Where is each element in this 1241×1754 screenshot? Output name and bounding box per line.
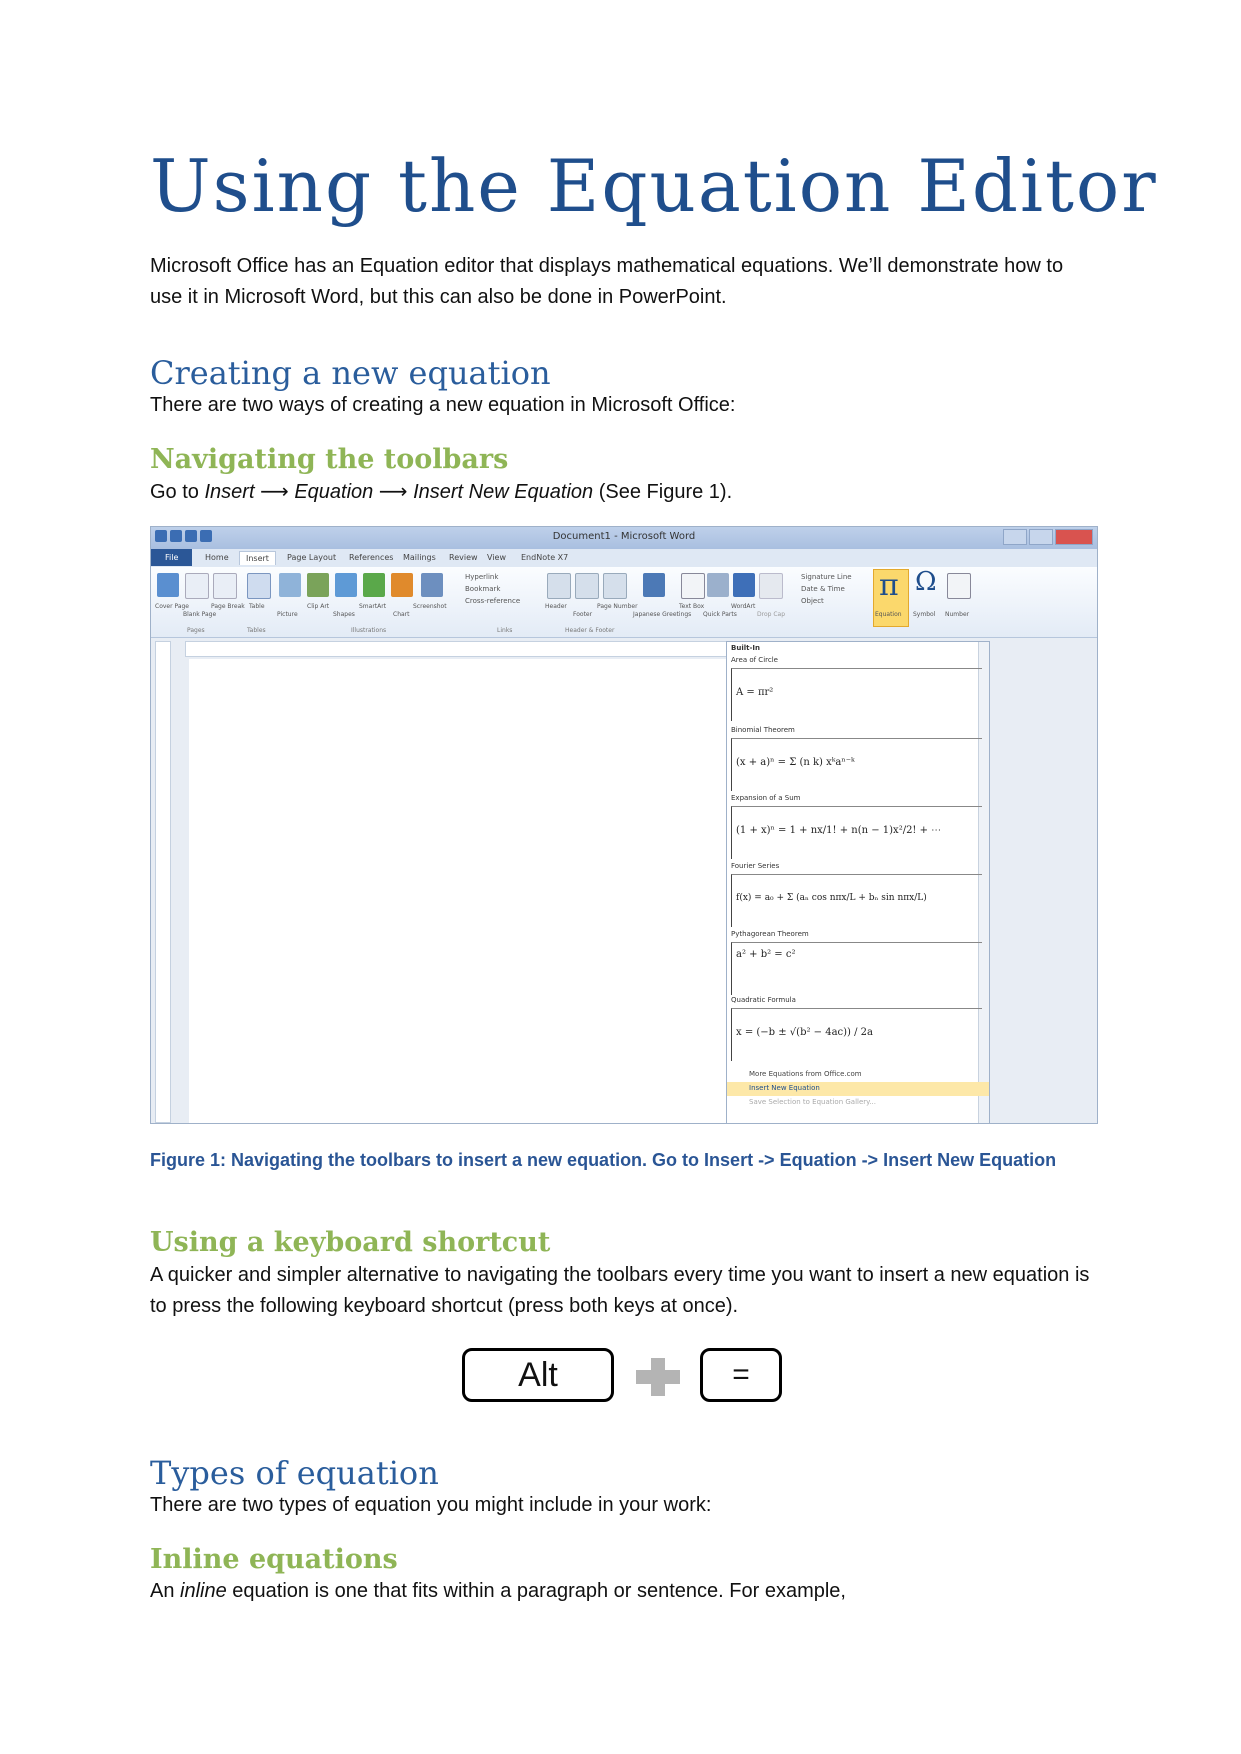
tab-mailings[interactable]: Mailings <box>403 553 436 562</box>
equals-key: = <box>700 1348 782 1402</box>
ribbon-label: Cover Page <box>155 603 190 610</box>
gallery-equation-quadratic[interactable] <box>731 1008 982 1061</box>
alt-key: Alt <box>462 1348 614 1402</box>
arrow-2: ⟶ <box>373 481 414 503</box>
ribbon-label: Symbol <box>913 611 936 618</box>
date-time-link[interactable]: Date & Time <box>801 585 845 593</box>
gallery-item-label: Area of Circle <box>731 656 778 664</box>
japanese-greetings-icon[interactable] <box>643 573 665 597</box>
toolbars-paragraph <box>150 477 1095 508</box>
vertical-ruler[interactable] <box>155 641 171 1123</box>
ribbon-label: Quick Parts <box>703 611 737 618</box>
tab-page-layout[interactable]: Page Layout <box>287 553 337 562</box>
gallery-equation-area-of-circle[interactable] <box>731 668 982 721</box>
page-number-icon[interactable] <box>603 573 627 599</box>
insert-ribbon <box>151 567 1097 638</box>
keyboard-paragraph: A quicker and simpler alternative to navigating the toolbars every time you want to insert a new equation is to press the following keyboard shortcut (press both keys at once). <box>150 1264 1090 1317</box>
path-equation: Equation <box>294 481 374 503</box>
gallery-header: Built-In <box>731 644 760 652</box>
gallery-equation-binomial[interactable] <box>731 738 982 791</box>
screenshot-icon[interactable] <box>421 573 443 597</box>
table-icon[interactable] <box>247 573 271 599</box>
ribbon-label: Chart <box>393 611 410 618</box>
omega-icon[interactable]: Ω <box>915 567 937 597</box>
gallery-item-label: Quadratic Formula <box>731 996 796 1004</box>
drop-cap-icon[interactable] <box>759 573 783 599</box>
ribbon-label: Clip Art <box>307 603 330 610</box>
page-break-icon[interactable] <box>213 573 237 599</box>
heading-keyboard: Using a keyboard shortcut <box>150 1227 551 1258</box>
ribbon-label: Picture <box>277 611 298 618</box>
more-equations-item[interactable]: More Equations from Office.com <box>749 1070 862 1078</box>
cross-reference-link[interactable]: Cross-reference <box>465 597 521 605</box>
toolbars-prefix: Go to <box>150 481 205 503</box>
smartart-icon[interactable] <box>363 573 385 597</box>
group-links: Links <box>497 627 513 634</box>
shapes-icon[interactable] <box>335 573 357 597</box>
heading-creating: Creating a new equation <box>150 354 551 392</box>
ribbon-label: Footer <box>573 611 593 618</box>
figure-caption: Figure 1: Navigating the toolbars to insert a new equation. Go to Insert -> Equation -> Insert New Equation <box>150 1150 1057 1170</box>
ribbon-label: Number <box>945 611 970 618</box>
toolbars-suffix: (See Figure 1). <box>593 481 733 503</box>
window-controls[interactable] <box>1003 529 1093 545</box>
ribbon-label: SmartArt <box>359 603 387 610</box>
tab-home[interactable]: Home <box>205 553 229 562</box>
ribbon-label: Japanese Greetings <box>633 611 692 618</box>
ribbon-label: Header <box>545 603 567 610</box>
ribbon-label: Page Number <box>597 603 638 610</box>
gallery-item-label: Pythagorean Theorem <box>731 930 809 938</box>
equation-gallery <box>726 641 990 1124</box>
ribbon-label: Table <box>249 603 265 610</box>
hyperlink-link[interactable]: Hyperlink <box>465 573 499 581</box>
pi-icon: π <box>879 568 899 603</box>
tab-insert[interactable]: Insert <box>239 551 276 565</box>
path-insert: Insert <box>204 481 255 503</box>
picture-icon[interactable] <box>279 573 301 597</box>
insert-new-equation-item[interactable]: Insert New Equation <box>749 1084 820 1092</box>
creating-paragraph: There are two ways of creating a new equation in Microsoft Office: <box>150 394 736 416</box>
formula: a² + b² = c² <box>736 949 796 960</box>
inline-prefix: An <box>150 1580 181 1602</box>
page-title: Using the Equation Editor <box>150 144 1158 228</box>
tab-review[interactable]: Review <box>449 553 478 562</box>
ribbon-label: Blank Page <box>183 611 217 618</box>
formula: (x + a)ⁿ = Σ (n k) xᵏaⁿ⁻ᵏ <box>736 757 855 768</box>
clip-art-icon[interactable] <box>307 573 329 597</box>
ribbon-label: Text Box <box>679 603 705 610</box>
equation-button[interactable] <box>873 569 909 627</box>
plus-icon <box>636 1358 680 1396</box>
chart-icon[interactable] <box>391 573 413 597</box>
wordart-icon[interactable] <box>733 573 755 597</box>
ribbon-label: Drop Cap <box>757 611 786 618</box>
gallery-equation-pythagorean[interactable] <box>731 942 982 995</box>
signature-line-link[interactable]: Signature Line <box>801 573 852 581</box>
footer-icon[interactable] <box>575 573 599 599</box>
window-titlebar <box>151 527 1097 549</box>
intro-paragraph: Microsoft Office has an Equation editor that displays mathematical equations. We’ll demonstrate how to use it in Microsoft Word, but this can also be done in PowerPoint. <box>150 255 1064 308</box>
header-icon[interactable] <box>547 573 571 599</box>
formula: A = πr² <box>736 687 774 698</box>
inline-emphasis: inline <box>180 1580 227 1602</box>
ribbon-label: Page Break <box>211 603 245 610</box>
arrow-1: ⟶ <box>254 481 295 503</box>
text-box-icon[interactable] <box>681 573 705 599</box>
save-selection-item[interactable]: Save Selection to Equation Gallery... <box>749 1098 876 1106</box>
heading-inline: Inline equations <box>150 1544 398 1575</box>
inline-suffix: equation is one that fits within a paragraph or sentence. For example, <box>226 1580 846 1602</box>
word-screenshot-figure <box>150 526 1098 1124</box>
quick-parts-icon[interactable] <box>707 573 729 597</box>
ribbon-label: Screenshot <box>413 603 447 610</box>
heading-types: Types of equation <box>150 1454 439 1492</box>
formula: x = (−b ± √(b² − 4ac)) / 2a <box>736 1027 873 1038</box>
inline-paragraph <box>150 1576 1095 1607</box>
tab-references[interactable]: References <box>349 553 394 562</box>
path-insert-new: Insert New Equation <box>413 481 594 503</box>
ribbon-tabs <box>151 549 1097 567</box>
tab-view[interactable]: View <box>487 553 506 562</box>
object-link[interactable]: Object <box>801 597 824 605</box>
formula: (1 + x)ⁿ = 1 + nx/1! + n(n − 1)x²/2! + ⋯ <box>736 825 942 836</box>
close-icon[interactable] <box>1055 529 1093 545</box>
gallery-item-label: Expansion of a Sum <box>731 794 801 802</box>
heading-toolbars: Navigating the toolbars <box>150 444 509 475</box>
horizontal-ruler[interactable] <box>185 641 757 657</box>
group-header-footer: Header & Footer <box>565 627 615 634</box>
tab-file[interactable]: File <box>151 549 192 566</box>
ribbon-label: Shapes <box>333 611 355 618</box>
ribbon-label: WordArt <box>731 603 756 610</box>
group-tables: Tables <box>247 627 266 634</box>
tab-endnote[interactable]: EndNote X7 <box>521 553 569 562</box>
cover-page-icon[interactable] <box>157 573 179 597</box>
gallery-equation-expansion[interactable] <box>731 806 982 859</box>
formula: f(x) = a₀ + Σ (aₙ cos nπx/L + bₙ sin nπx/L) <box>736 893 927 903</box>
gallery-item-label: Binomial Theorem <box>731 726 795 734</box>
gallery-item-label: Fourier Series <box>731 862 780 870</box>
minimize-icon[interactable] <box>1003 529 1027 545</box>
gallery-equation-fourier[interactable] <box>731 874 982 927</box>
document-canvas[interactable] <box>189 659 755 1124</box>
number-icon[interactable] <box>947 573 971 599</box>
group-illustrations: Illustrations <box>351 627 387 634</box>
maximize-icon[interactable] <box>1029 529 1053 545</box>
bookmark-link[interactable]: Bookmark <box>465 585 501 593</box>
group-pages: Pages <box>187 627 205 634</box>
window-title: Document1 - Microsoft Word <box>552 531 696 542</box>
ribbon-label: Equation <box>875 611 902 618</box>
blank-page-icon[interactable] <box>185 573 209 599</box>
types-paragraph: There are two types of equation you might include in your work: <box>150 1494 712 1516</box>
